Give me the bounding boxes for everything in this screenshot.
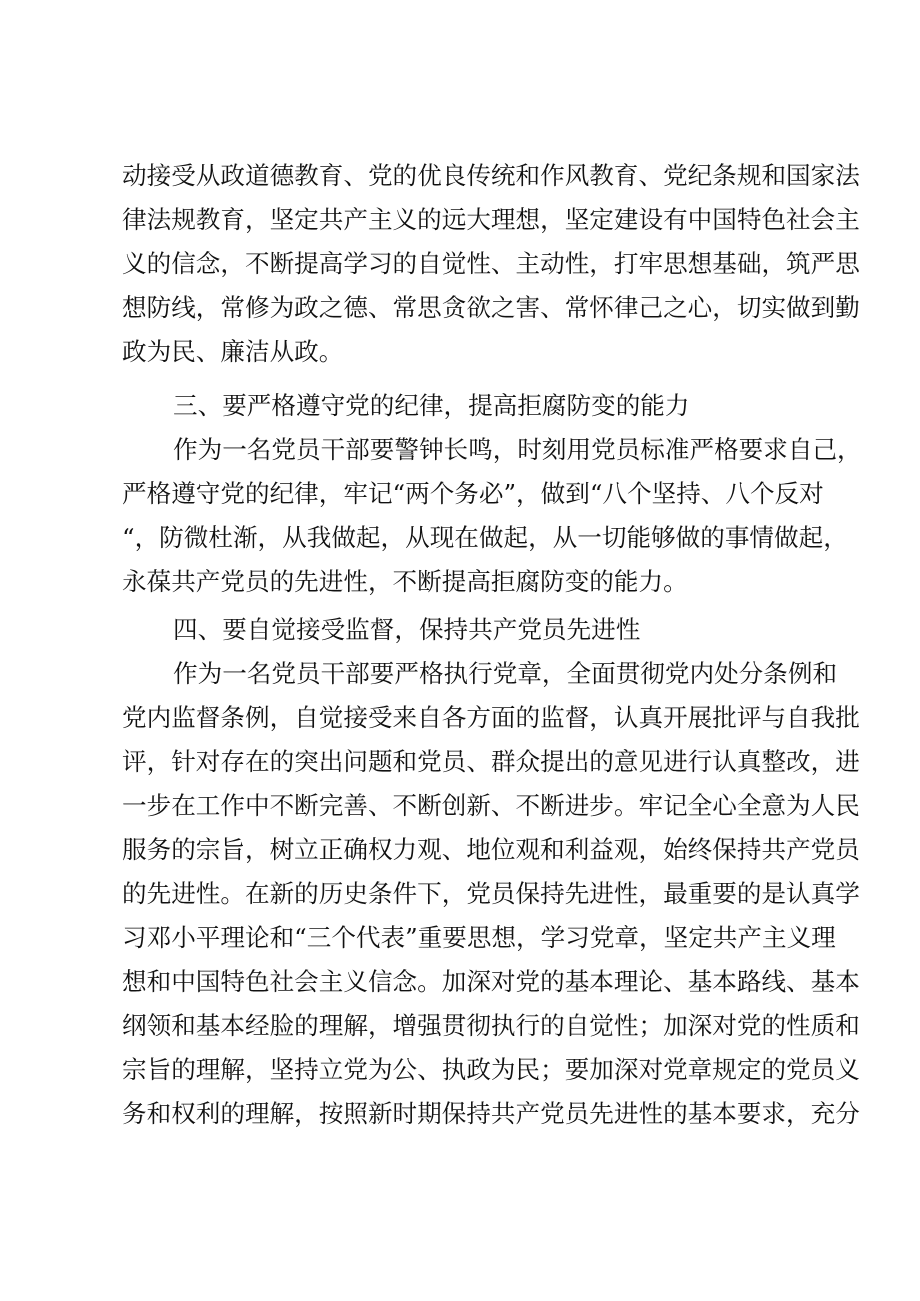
text-line: “，防微杜渐，从我做起，从现在做起，从一切能够做的事情做起， <box>122 523 848 552</box>
text-line: 习邓小平理论和“三个代表”重要思想，学习党章，坚定共产主义理 <box>122 923 836 952</box>
text-line: 评，针对存在的突出问题和党员、群众提出的意见进行认真整改，进 <box>122 747 860 776</box>
text-line: 想和中国特色社会主义信念。加深对党的基本理论、基本路线、基本 <box>122 967 860 996</box>
text-line: 动接受从政道德教育、党的优良传统和作风教育、党纪条规和国家法 <box>122 161 860 190</box>
text-line: 纲领和基本经脸的理解，增强贯彻执行的自觉性；加深对党的性质和 <box>122 1011 860 1040</box>
text-line: 宗旨的理解，坚持立党为公、执政为民；要加深对党章规定的党员义 <box>122 1055 860 1084</box>
text-line: 党内监督条例，自觉接受来自各方面的监督，认真开展批评与自我批 <box>122 703 860 732</box>
text-line: 严格遵守党的纪律，牢记“两个务必”，做到“八个坚持、八个反对 <box>122 479 824 508</box>
text-line: 义的信念，不断提高学习的自觉性、主动性，打牢思想基础，筑严思 <box>122 249 860 278</box>
text-line: 的先进性。在新的历史条件下，党员保持先进性，最重要的是认真学 <box>122 879 860 908</box>
text-line: 律法规教育，坚定共产主义的远大理想，坚定建设有中国特色社会主 <box>122 205 860 234</box>
paragraph-first-line: 作为一名党员干部要严格执行党章，全面贯彻党内处分条例和 <box>173 659 838 688</box>
text-line: 政为民、廉洁从政。 <box>122 337 344 366</box>
paragraph-first-line: 作为一名党员干部要警钟长鸣，时刻用党员标准严格要求自己， <box>173 435 862 464</box>
text-line: 务和权利的理解，按照新时期保持共产党员先进性的基本要求，充分 <box>122 1099 860 1128</box>
text-line: 服务的宗旨，树立正确权力观、地位观和利益观，始终保持共产党员 <box>122 835 860 864</box>
text-line: 一步在工作中不断完善、不断创新、不断进步。牢记全心全意为人民 <box>122 791 860 820</box>
section-heading: 三、要严格遵守党的纪律，提高拒腐防变的能力 <box>173 391 690 420</box>
text-line: 想防线，常修为政之德、常思贪欲之害、常怀律己之心，切实做到勤 <box>122 293 860 322</box>
section-heading: 四、要自觉接受监督，保持共产党员先进性 <box>173 615 641 644</box>
text-line: 永葆共产党员的先进性，不断提高拒腐防变的能力。 <box>122 567 688 596</box>
